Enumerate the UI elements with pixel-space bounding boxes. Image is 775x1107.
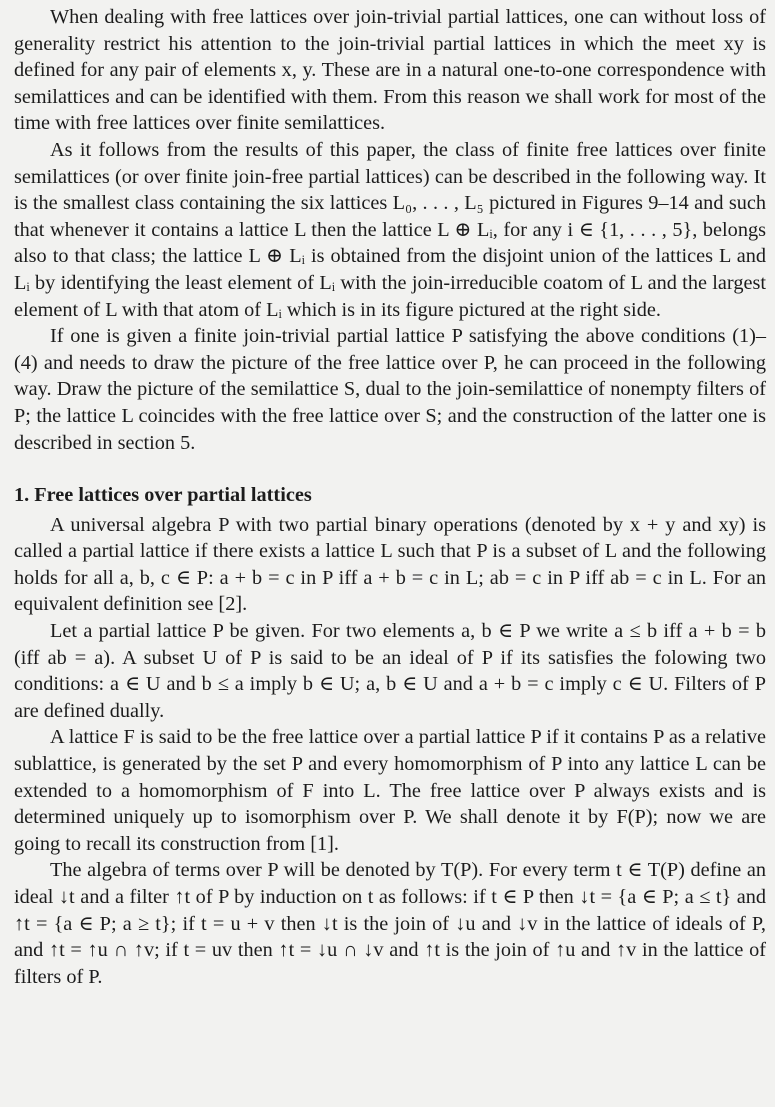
intro-paragraph-1: When dealing with free lattices over join-trivial partial lattices, one can without loss of generality restrict his attention to the join-trivial partial lattices in which the meet xy is defined for any pair of elements x, y. These are in a natural one-to-one correspondence with semilattices and can be identified with them. From this reason we shall work for most of the time with free lattices over finite semilattices. xyxy=(14,6,766,135)
section-paragraph-2: Let a partial lattice P be given. For two elements a, b ∈ P we write a ≤ b iff a + b = b (iff ab = a). A subset U of P is said to be an ideal of P if its satisfies the folowing two conditions: a ∈ U and b ≤ a imply b ∈ U; a, b ∈ U and a + b = c imply c ∈ U. Filters of P are defined dually. xyxy=(14,620,766,722)
section-paragraph-1: A universal algebra P with two partial binary operations (denoted by x + y and xy) is called a partial lattice if there exists a lattice L such that P is a subset of L and the following holds for all a, b, c ∈ P: a + b = c in P iff a + b = c in L; ab = c in P iff ab = c in L. For an equivalent definition see [2]. xyxy=(14,513,766,616)
paper-page xyxy=(14,4,766,990)
intro-paragraph-2: As it follows from the results of this paper, the class of finite free lattices over finite semilattices (or over finite join-free partial lattices) can be described in the following way. It is the smallest class containing the six lattices L₀, . . . , L₅ pictured in Figures 9–14 and such that whenever it contains a lattice L then the lattice L ⊕ Lᵢ, for any i ∈ {1, . . . , 5}, belongs also to that class; the lattice L ⊕ Lᵢ is obtained from the disjoint union of the lattices L and Lᵢ by identifying the least element of Lᵢ with the join-irreducible coatom of L and the largest element of L with that atom of Lᵢ which is in its figure pictured at the right side. xyxy=(14,138,766,321)
intro-paragraph-3: If one is given a finite join-trivial partial lattice P satisfying the above conditions (1)–(4) and needs to draw the picture of the free lattice over P, he can proceed in the following way. Draw the picture of the semilattice S, dual to the join-semilattice of nonempty filters of P; the lattice L coincides with the free lattice over S; and the construction of the latter one is described in section 5. xyxy=(14,325,766,454)
section-paragraph-4: The algebra of terms over P will be denoted by T(P). For every term t ∈ T(P) define an ideal ↓t and a filter ↑t of P by induction on t as follows: if t ∈ P then ↓t = {a ∈ P; a ≤ t} and ↑t = {a ∈ P; a ≥ t}; if t = u + v then ↓t is the join of ↓u and ↓v in the lattice of ideals of P, and ↑t = ↑u ∩ ↑v; if t = uv then ↑t = ↓u ∩ ↓v and ↑t is the join of ↑u and ↑v in the lattice of filters of P. xyxy=(14,859,766,988)
section-paragraph-3: A lattice F is said to be the free lattice over a partial lattice P if it contains P as a relative sublattice, is generated by the set P and every homomorphism of P into any lattice L can be extended to a homomorphism of F into L. The free lattice over P always exists and is determined uniquely up to isomorphism over P. We shall denote it by F(P); now we are going to recall its construction from [1]. xyxy=(14,726,766,855)
section-heading: 1. Free lattices over partial lattices xyxy=(14,484,312,507)
